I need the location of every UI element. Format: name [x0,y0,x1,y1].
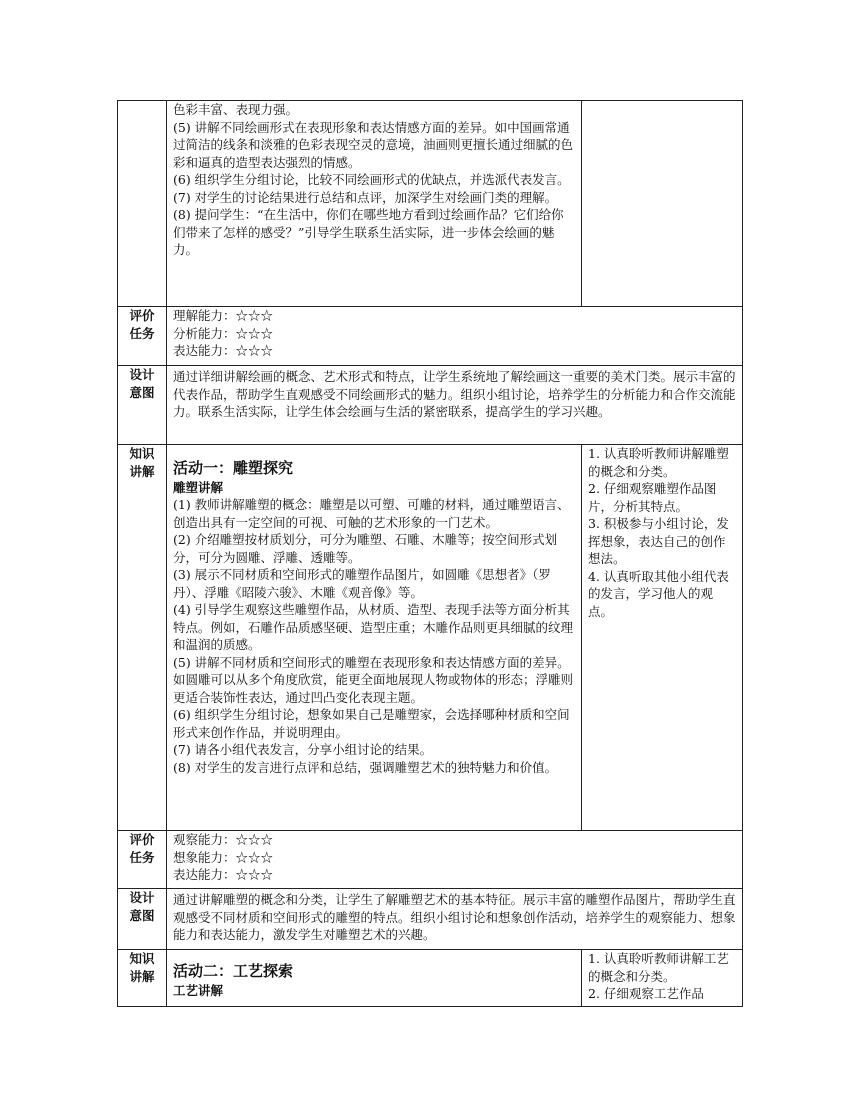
table-row [118,366,743,445]
row-label-knowledge: 知识 讲解 [118,445,167,831]
list-item: (6) 组织学生分组讨论，比较不同绘画形式的优缺点，并选派代表发言。 [173,172,570,187]
list-item: 3. 积极参与小组讨论，发挥想象，表达自己的创作想法。 [588,516,729,566]
design-intent-cell [167,366,743,445]
activity-title: 活动二：工艺探索 [173,962,294,980]
list-item: (3) 展示不同材质和空间形式的雕塑作品图片，如圆雕《思想者》（罗丹）、浮雕《昭陵六骏》、木雕《观音像》等。 [173,567,551,600]
list-item: (7) 对学生的讨论结果进行总结和点评，加深学生对绘画门类的理解。 [173,189,558,205]
row-label-knowledge: 知识 讲解 [118,950,167,1007]
activity-title: 活动一：雕塑探究 [173,459,294,477]
teacher-activity-cell [167,950,582,1007]
list-item: (2) 介绍雕塑按材质划分，可分为雕塑、石雕、木雕等；按空间形式划分，可分为圆雕、浮雕、透雕等。 [173,532,558,565]
design-intent-text: 通过详细讲解绘画的概念、艺术形式和特点，让学生系统地了解绘画这一重要的美术门类。展示丰富的代表作品，帮助学生直观感受不同绘画形式的魅力。组织小组讨论，培养学生的分析能力和合作交流能力。联系生活实际，让学生体会绘画与生活的紧密联系，提高学生的学习兴趣。 [173,369,736,419]
list-item: 理解能力：☆☆☆ [173,308,274,323]
table-row [118,445,743,831]
row-label-design: 设计 意图 [118,366,167,445]
list-item: (5) 讲解不同绘画形式在表现形象和表达情感方面的差异。如中国画常通过简洁的线条和淡雅的色彩表现空灵的意境，油画则更擅长通过细腻的色彩和逼真的造型表达强烈的情感。 [173,119,574,170]
list-item: (4) 引导学生观察这些雕塑作品，从材质、造型、表现手法等方面分析其特点。例如，石雕作品质感坚硬、造型庄重；木雕作品则更具细腻的纹理和温润的质感。 [173,602,574,652]
design-intent-cell [167,889,743,950]
list-item: 表达能力：☆☆☆ [173,343,274,358]
list-item: 色彩丰富、表现力强。 [173,102,299,117]
list-item: (5) 讲解不同材质和空间形式的雕塑在表现形象和表达情感方面的差异。如圆雕可以从多个角度欣赏，能更全面地展现人物或物体的形态；浮雕则更适合装饰性表达，通过凹凸变化表现主题。 [173,654,574,705]
student-activity-cell [582,101,743,307]
list-item: 4. 认真听取其他小组代表的发言，学习他人的观点。 [588,568,729,619]
list-item: 2. 仔细观察雕塑作品图片，分析其特点。 [588,481,717,514]
list-item: 1. 认真聆听教师讲解工艺的概念和分类。 [588,951,729,984]
evaluation-cell [167,831,743,889]
row-label-design: 设计 意图 [118,889,167,950]
row-label-evaluation: 评价 任务 [118,831,167,889]
list-item: (1) 教师讲解雕塑的概念：雕塑是以可塑、可雕的材料，通过雕塑语言、创造出具有一定空间的可视、可触的艺术形象的一门艺术。 [173,497,570,530]
activity-subtitle: 雕塑讲解 [173,480,224,495]
list-item: 1. 认真聆听教师讲解雕塑的概念和分类。 [588,446,729,479]
table-row [118,101,743,307]
design-intent-text: 通过讲解雕塑的概念和分类，让学生了解雕塑艺术的基本特征。展示丰富的雕塑作品图片，帮助学生直观感受不同材质和空间形式的雕塑的特点。组织小组讨论和想象创作活动，培养学生的观察能力、想象能力和表达能力，激发学生对雕塑艺术的兴趣。 [173,892,736,942]
student-activity-cell [582,950,743,1007]
evaluation-cell [167,307,743,366]
list-item: (8) 对学生的发言进行点评和总结，强调雕塑艺术的独特魅力和价值。 [173,759,558,775]
table-row [118,831,743,889]
lesson-plan-table [117,100,743,1007]
table-row [118,950,743,1007]
teacher-activity-cell [167,445,582,831]
row-label-empty [118,101,167,307]
list-item: 分析能力：☆☆☆ [173,325,274,341]
list-item: 表达能力：☆☆☆ [173,867,274,882]
list-item: (7) 请各小组代表发言，分享小组讨论的结果。 [173,742,433,757]
list-item: 想象能力：☆☆☆ [173,849,274,865]
list-item: (8) 提问学生：“在生活中，你们在哪些地方看到过绘画作品？它们给你们带来了怎样的感受？”引导学生联系生活实际，进一步体会绘画的魅力。 [173,207,564,257]
table-row [118,307,743,366]
row-label-evaluation: 评价 任务 [118,307,167,366]
list-item: 2. 仔细观察工艺作品 [588,986,704,1001]
activity-subtitle: 工艺讲解 [173,983,224,998]
table-row [118,889,743,950]
student-activity-cell [582,445,743,831]
list-item: 观察能力：☆☆☆ [173,832,274,847]
list-item: (6) 组织学生分组讨论，想象如果自己是雕塑家，会选择哪种材质和空间形式来创作作品，并说明理由。 [173,707,570,740]
teacher-activity-cell [167,101,582,307]
